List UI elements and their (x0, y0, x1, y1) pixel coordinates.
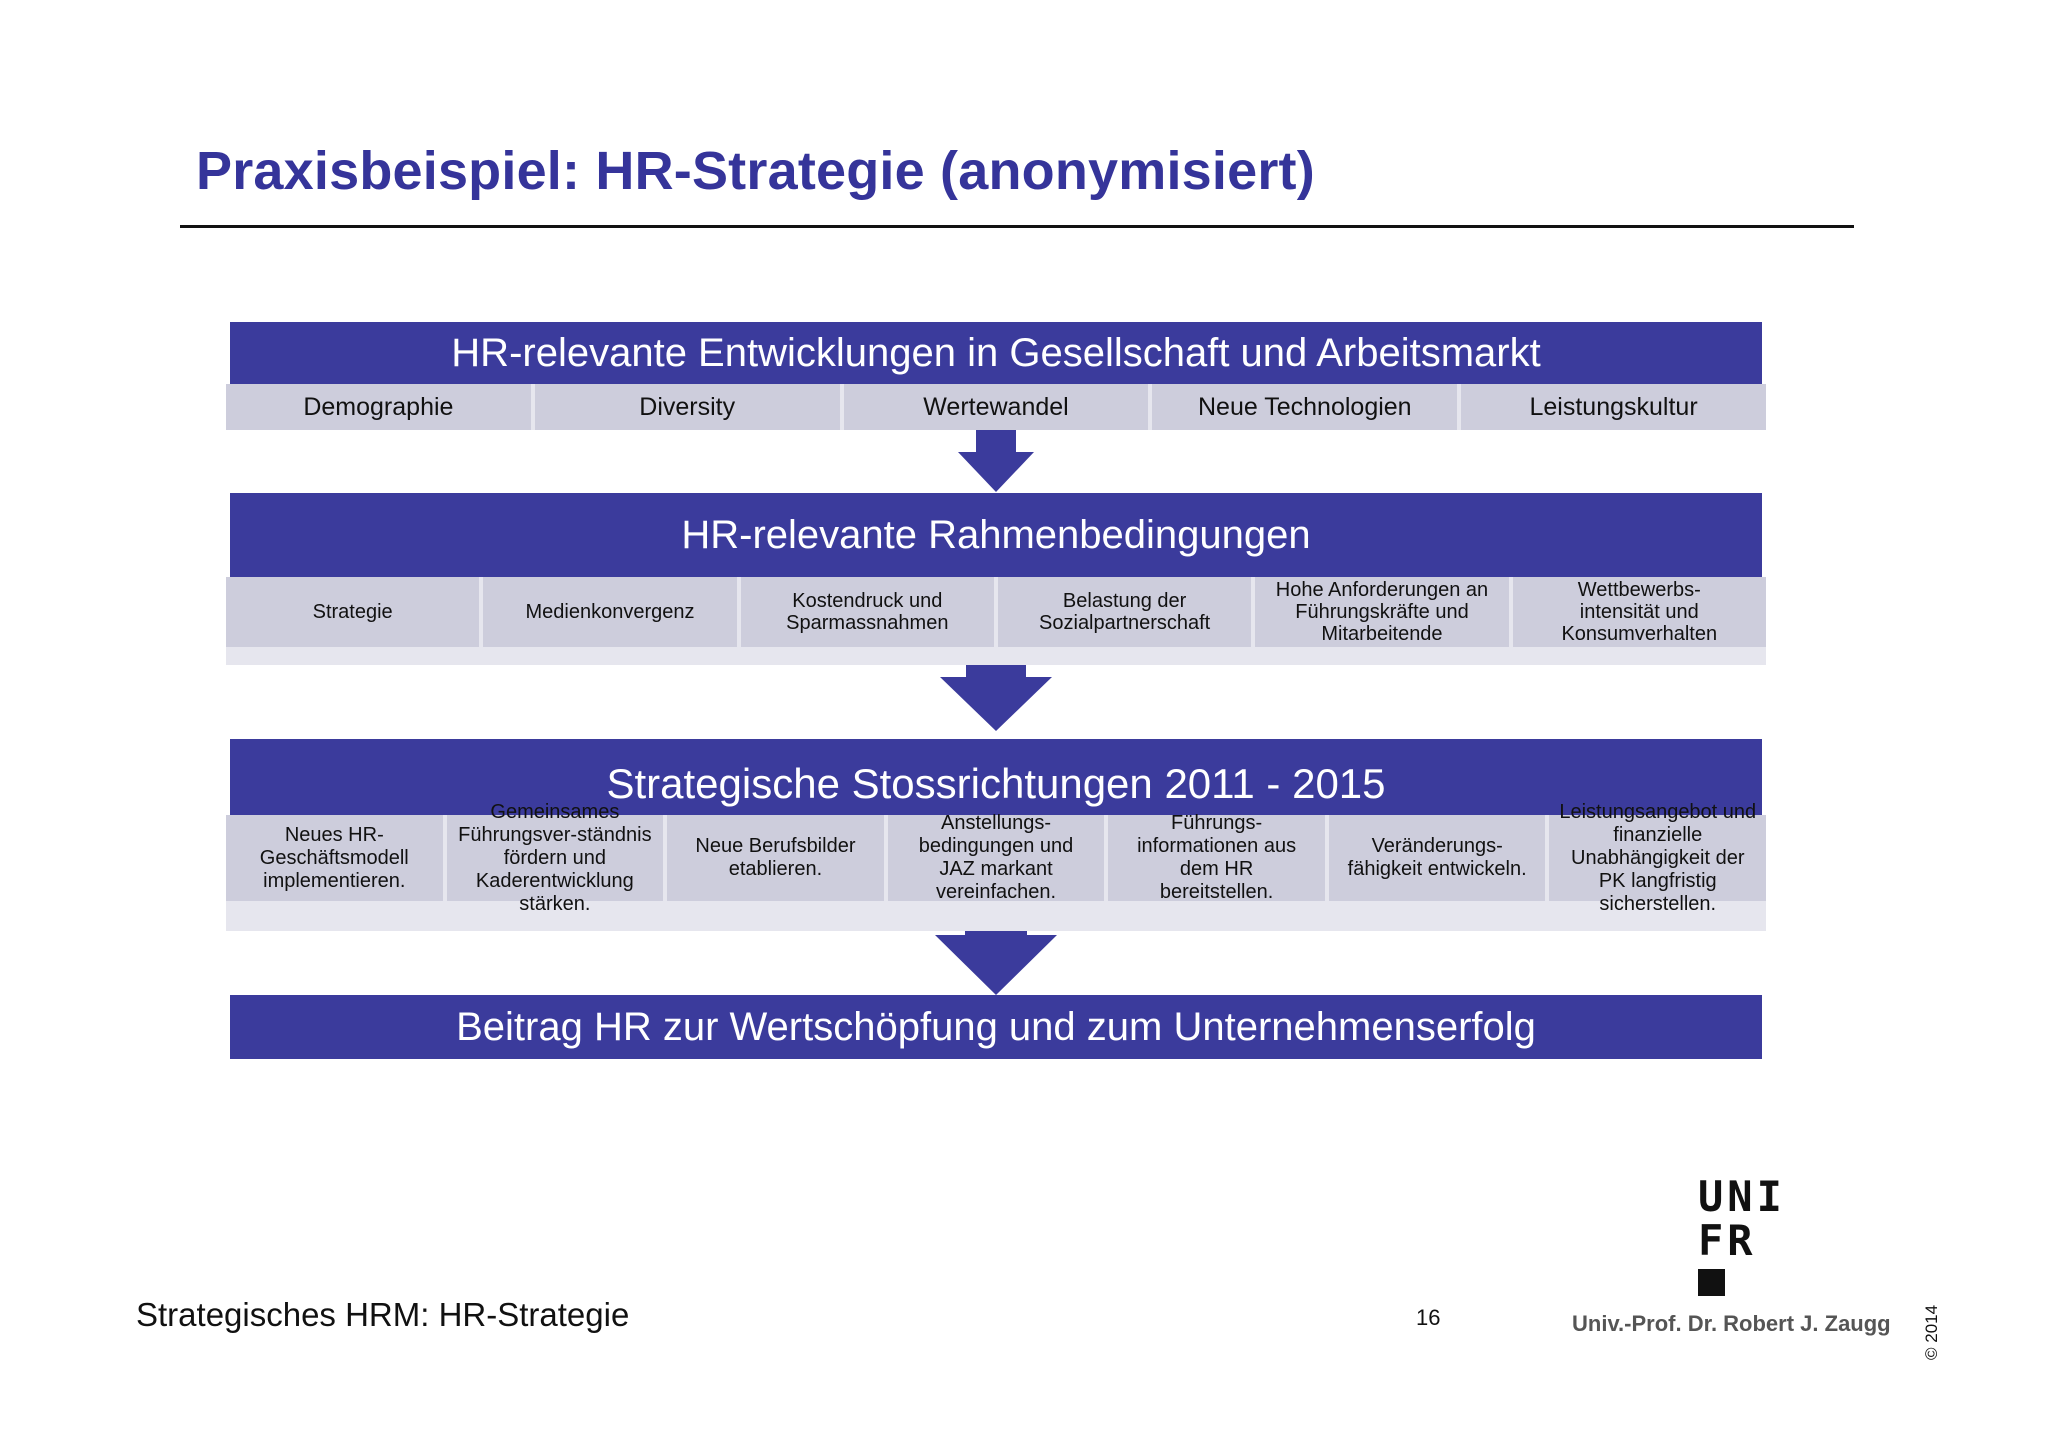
development-item: Wertewandel (844, 384, 1149, 430)
condition-item (226, 577, 479, 647)
condition-item-text: Hohe Anforderungen an Führungskräfte und Mitarbeitende (1275, 579, 1489, 645)
result-heading-text: Beitrag HR zur Wertschöpfung und zum Unternehmenserfolg (456, 1004, 1536, 1049)
condition-item (483, 577, 736, 647)
strategy-item (1329, 815, 1546, 901)
title-divider (180, 225, 1854, 228)
section-heading-text: HR-relevante Entwicklungen in Gesellschaft und Arbeitsmarkt (451, 330, 1541, 375)
footer-course-title: Strategisches HRM: HR-Strategie (136, 1296, 630, 1333)
strategy-item (667, 815, 884, 901)
down-arrow-icon (935, 931, 1057, 995)
logo-line-1: UNI (1698, 1172, 1786, 1221)
conditions-row (226, 577, 1766, 665)
development-item: Neue Technologien (1152, 384, 1457, 430)
strategy-item-text: Veränderungs-fähigkeit entwickeln. (1347, 835, 1527, 880)
strategy-item (226, 815, 443, 901)
strategy-item (447, 800, 664, 915)
strategy-item-text: Gemeinsames Führungsver-ständnis fördern und Kaderentwicklung stärken. (458, 800, 652, 915)
strategy-item-text: Neues HR-Geschäftsmodell implementieren. (259, 823, 409, 892)
strategy-item (1108, 812, 1325, 903)
strategy-item (888, 812, 1105, 903)
development-item: Leistungskultur (1461, 384, 1766, 430)
logo-line-2: FR (1698, 1216, 1757, 1265)
strategy-row (226, 800, 1766, 931)
logo-square-icon (1698, 1269, 1725, 1296)
down-arrow-icon (958, 430, 1034, 492)
page-number: 16 (1416, 1305, 1441, 1330)
section-heading-conditions (230, 493, 1762, 577)
section-heading-text: Strategische Stossrichtungen 2011 - 2015 (606, 760, 1386, 807)
development-item: Demographie (226, 384, 531, 430)
section-heading-developments (230, 322, 1762, 384)
condition-item-text: Kostendruck und Sparmassnahmen (786, 590, 949, 634)
condition-item (1255, 577, 1508, 647)
strategy-item-text: Führungs-informationen aus dem HR bereitstellen. (1137, 812, 1297, 903)
footer-author: Univ.-Prof. Dr. Robert J. Zaugg (1572, 1311, 1891, 1336)
down-arrow-icon (940, 665, 1052, 731)
condition-item-text: Medienkonvergenz (525, 601, 695, 623)
condition-item (741, 577, 994, 647)
development-item: Diversity (535, 384, 840, 430)
condition-item-text: Belastung der Sozialpartnerschaft (1039, 590, 1211, 634)
condition-item-text: Strategie (312, 601, 393, 623)
developments-row (226, 384, 1766, 430)
page-title: Praxisbeispiel: HR-Strategie (anonymisiert) (196, 141, 1315, 201)
result-heading (230, 995, 1762, 1059)
condition-item (1513, 577, 1766, 647)
copyright-notice: © 2014 (1922, 1304, 1941, 1360)
university-logo (1698, 1172, 1786, 1296)
condition-item-text: Wettbewerbs-intensität und Konsumverhalten (1561, 579, 1718, 645)
strategy-item (1549, 800, 1766, 915)
condition-item (998, 577, 1251, 647)
strategy-item-text: Leistungsangebot und finanzielle Unabhängigkeit der PK langfristig sicherstellen. (1559, 800, 1757, 915)
section-heading-text: HR-relevante Rahmenbedingungen (681, 512, 1311, 557)
strategy-item-text: Neue Berufsbilder etablieren. (695, 835, 856, 880)
strategy-item-text: Anstellungs-bedingungen und JAZ markant vereinfachen. (918, 812, 1074, 903)
